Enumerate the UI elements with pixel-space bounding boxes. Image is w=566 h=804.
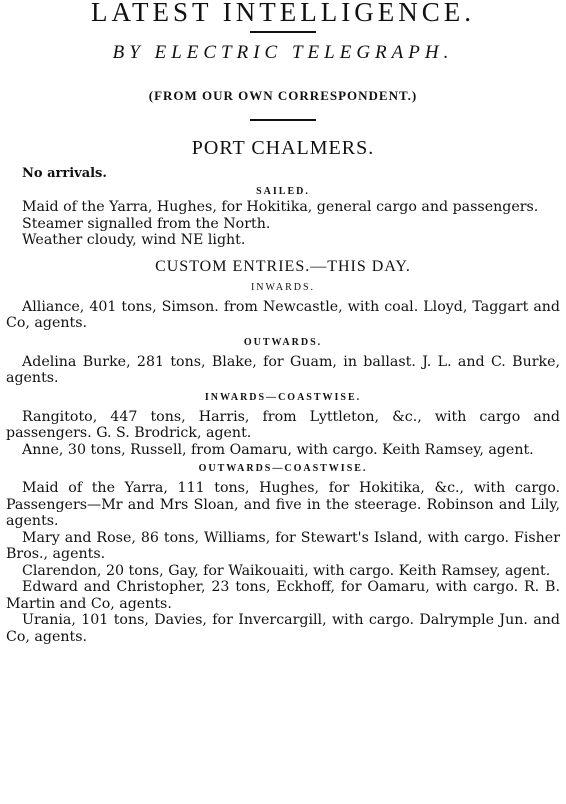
subhead-telegraph: BY ELECTRIC TELEGRAPH. (112, 42, 454, 63)
inwards-entry: Alliance, 401 tons, Simson. from Newcastle, with coal. Lloyd, Taggart and Co, agents. (6, 298, 560, 331)
outwards-label: OUTWARDS. (243, 336, 323, 348)
no-arrivals-note: No arrivals. (22, 166, 107, 181)
sailed-section (6, 199, 560, 249)
inwards-coastwise-entry: Anne, 30 tons, Russell, from Oamaru, with cargo. Keith Ramsey, agent. (22, 441, 534, 458)
outwards-coastwise-entry: Mary and Rose, 86 tons, Williams, for Stewart's Island, with cargo. Fisher Bros., agents. (6, 529, 560, 562)
inwards-coastwise-label: INWARDS—COASTWISE. (204, 391, 362, 403)
masthead-title: LATEST INTELLIGENCE. (91, 0, 475, 24)
sailed-line: Steamer signalled from the North. (22, 215, 271, 232)
outwards-entry: Adelina Burke, 281 tons, Blake, for Guam, in ballast. J. L. and C. Burke, agents. (6, 353, 560, 386)
inwards-coastwise-entry: Rangitoto, 447 tons, Harris, from Lyttleton, &c., with cargo and passengers. G. S. Brodrick, agent. (6, 408, 560, 441)
sailed-line: Weather cloudy, wind NE light. (22, 232, 246, 248)
inwards-label: INWARDS. (250, 281, 316, 293)
sailed-line: Maid of the Yarra, Hughes, for Hokitika, general cargo and passengers. (22, 199, 539, 215)
sailed-label: SAILED. (256, 186, 310, 197)
outwards-coastwise-entry: Clarendon, 20 tons, Gay, for Waikouaiti, with cargo. Keith Ramsey, agent. (22, 562, 551, 579)
outwards-coastwise-entry: Urania, 101 tons, Davies, for Invercargill, with cargo. Dalrymple Jun. and Co, agents. (6, 612, 560, 645)
outwards-coastwise-entry: Maid of the Yarra, 111 tons, Hughes, for Hokitika, &c., with cargo. Passengers—Mr and Mrs Sloan, and five in the steerage. Robinson and Lily, agents. (6, 480, 560, 529)
divider-rule (250, 119, 316, 121)
outwards-coastwise-entry: Edward and Christopher, 23 tons, Eckhoff, for Oamaru, with cargo. R. B. Martin and Co, agents. (6, 579, 560, 612)
port-heading: PORT CHALMERS. (191, 137, 375, 159)
outwards-coastwise-label: OUTWARDS—COASTWISE. (198, 463, 368, 474)
correspondent-line: (FROM OUR OWN CORRESPONDENT.) (148, 88, 418, 103)
divider-rule (250, 31, 316, 33)
customs-heading: CUSTOM ENTRIES.—THIS DAY. (155, 257, 411, 275)
